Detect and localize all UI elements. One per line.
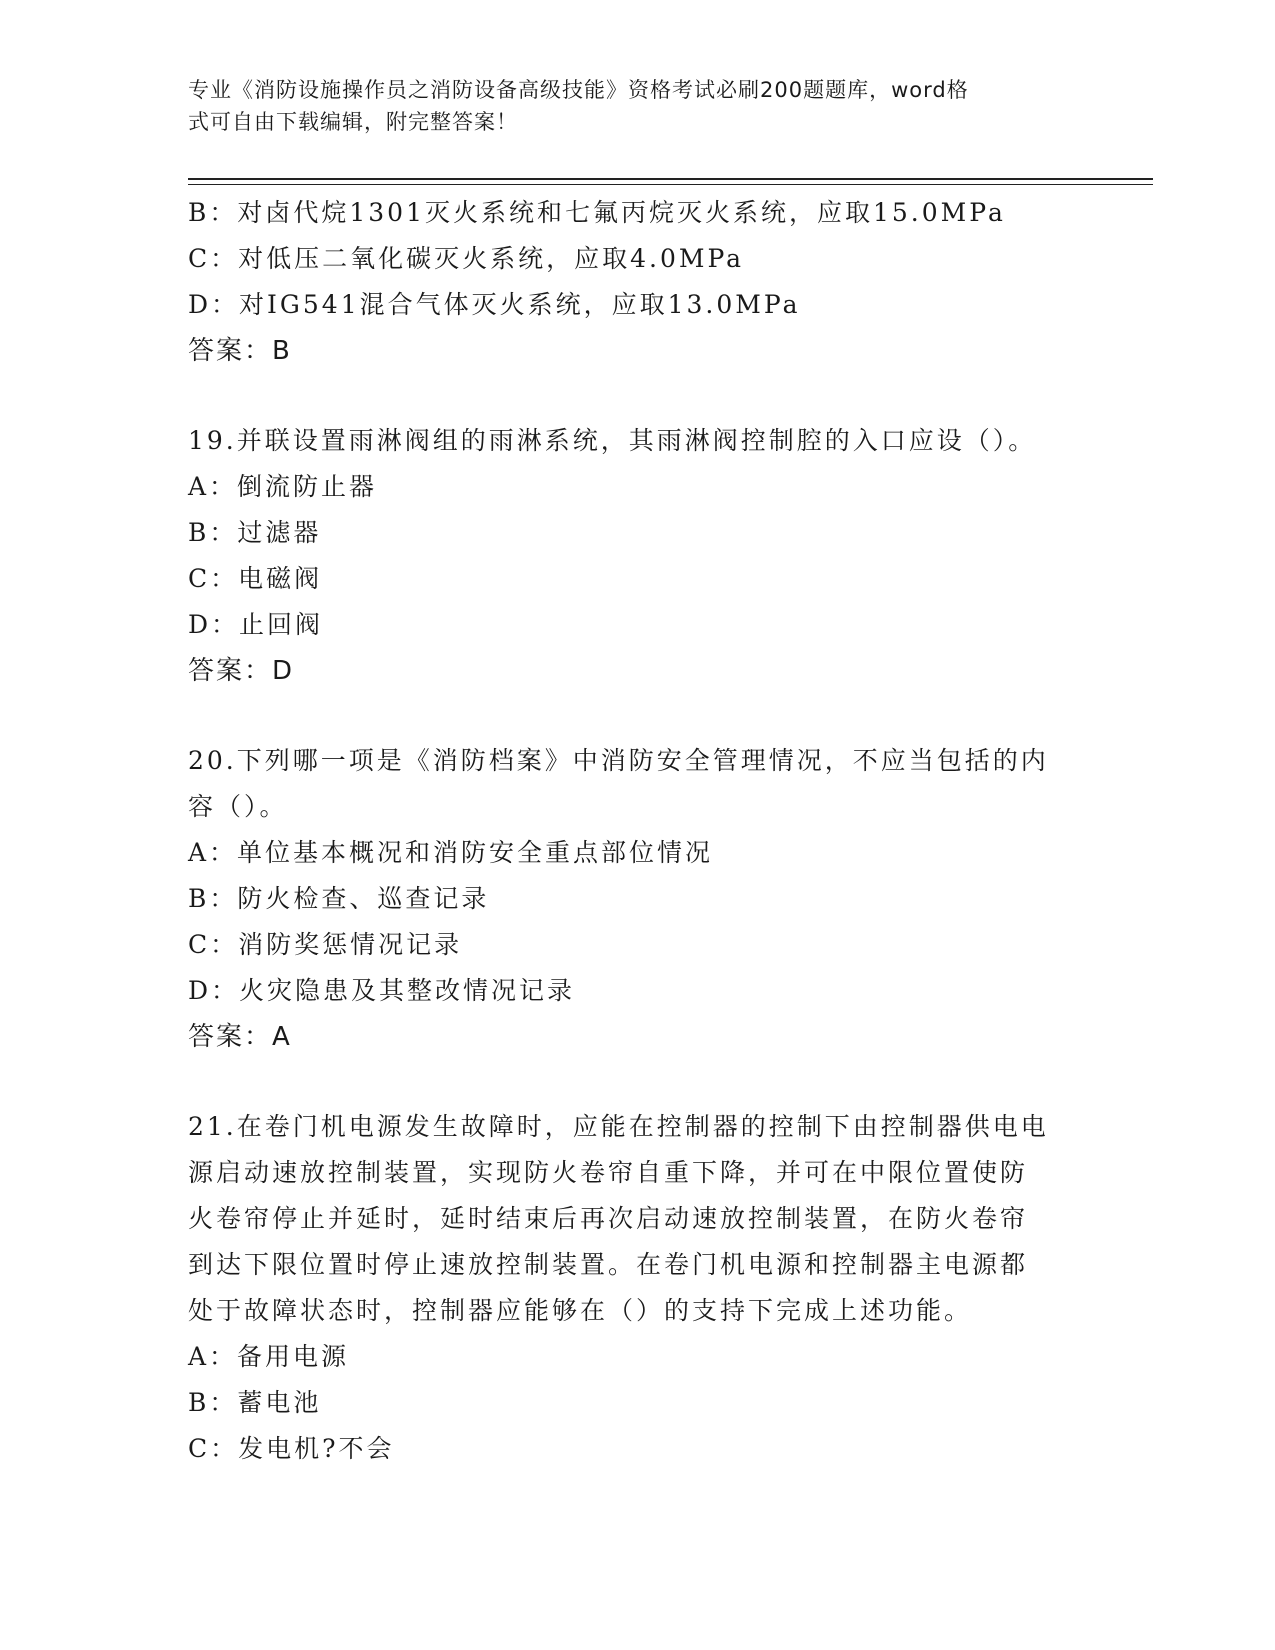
q20-option-d: D：火灾隐患及其整改情况记录 [188,976,576,1005]
q20-stem-line-1: 20.下列哪一项是《消防档案》中消防安全管理情况，不应当包括的内 [188,746,1049,775]
question-18-tail [188,190,1078,374]
q20-answer: 答案：A [188,1022,292,1052]
header-divider-thick [188,178,1153,180]
q21-stem-line-3: 火卷帘停止并延时，延时结束后再次启动速放控制装置，在防火卷帘 [188,1204,1029,1233]
q19-answer: 答案：D [188,656,295,686]
q20-option-b: B：防火检查、巡查记录 [188,884,490,913]
q20-option-c: C：消防奖惩情况记录 [188,930,463,959]
q19-option-d: D：止回阀 [188,610,324,639]
q18-option-d: D：对IG541混合气体灭火系统，应取13.0MPa [188,290,801,319]
q21-option-c: C：发电机?不会 [188,1434,395,1463]
q18-option-b: B：对卤代烷1301灭火系统和七氟丙烷灭火系统，应取15.0MPa [188,198,1006,227]
q21-option-a: A：备用电源 [188,1342,350,1371]
question-list [188,190,1078,1472]
q19-option-c: C：电磁阀 [188,564,323,593]
header-divider-thin [188,184,1153,185]
question-21 [188,1104,1078,1472]
question-19 [188,418,1078,694]
q21-stem-line-4: 到达下限位置时停止速放控制装置。在卷门机电源和控制器主电源都 [188,1250,1029,1279]
q21-stem-line-1: 21.在卷门机电源发生故障时，应能在控制器的控制下由控制器供电电 [188,1112,1049,1141]
spacer [188,694,1078,738]
q21-stem-line-2: 源启动速放控制装置，实现防火卷帘自重下降，并可在中限位置使防 [188,1158,1029,1187]
spacer [188,1060,1078,1104]
q20-stem-line-2: 容（）。 [188,792,288,821]
question-20 [188,738,1078,1060]
q19-option-b: B：过滤器 [188,518,322,547]
q18-option-c: C：对低压二氧化碳灭火系统，应取4.0MPa [188,244,745,273]
q21-stem-line-5: 处于故障状态时，控制器应能够在（）的支持下完成上述功能。 [188,1296,973,1325]
document-header [188,74,1068,138]
q18-answer: 答案：B [188,336,292,366]
header-line-1: 专业《消防设施操作员之消防设备高级技能》资格考试必刷200题题库，word格 [188,78,969,102]
q21-option-b: B：蓄电池 [188,1388,322,1417]
q19-option-a: A：倒流防止器 [188,472,378,501]
q19-stem: 19.并联设置雨淋阀组的雨淋系统，其雨淋阀控制腔的入口应设（）。 [188,426,1037,455]
spacer [188,374,1078,418]
q20-option-a: A：单位基本概况和消防安全重点部位情况 [188,838,714,867]
header-line-2: 式可自由下载编辑，附完整答案！ [188,110,518,134]
